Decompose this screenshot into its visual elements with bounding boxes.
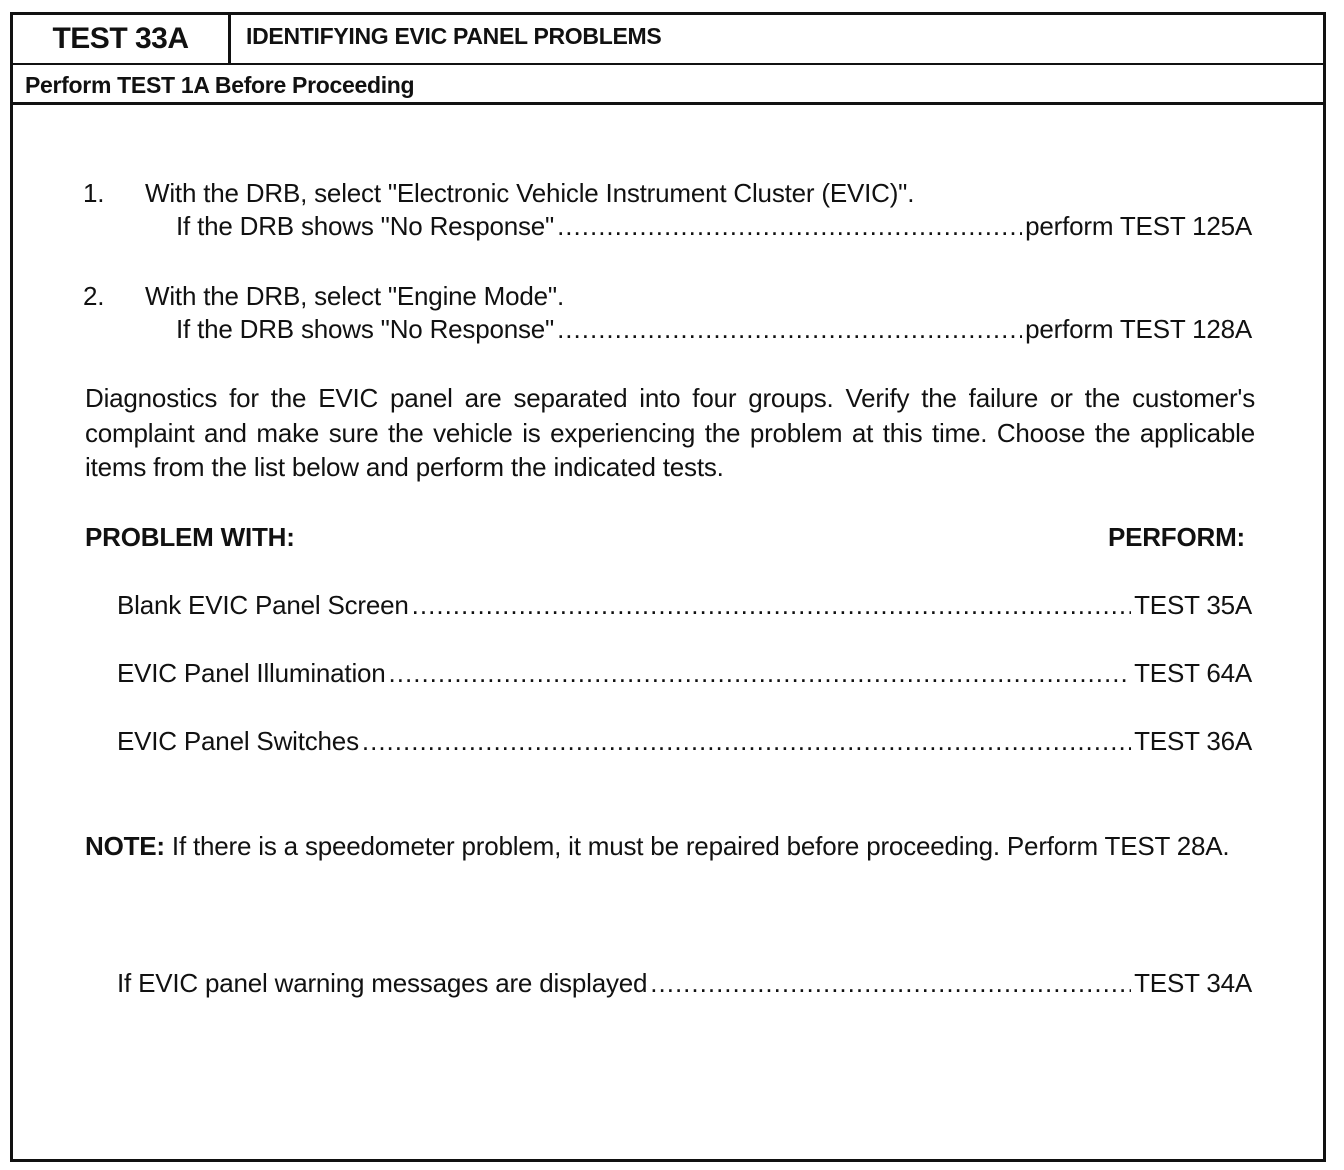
problem-label: EVIC Panel Switches [117, 726, 359, 756]
dot-leader [557, 314, 1022, 345]
dot-leader [557, 211, 1022, 242]
perform-column-header: PERFORM: [1107, 522, 1245, 552]
problem-column-header: PROBLEM WITH: [85, 522, 295, 552]
table-row [117, 658, 1252, 689]
step-action: perform TEST 128A [1025, 314, 1252, 344]
intro-paragraph: Diagnostics for the EVIC panel are separated into four groups. Verify the failure or the customer's complaint and make sure the vehicle is experiencing the problem at this time. Choose the applicable items from the list below and perform the indicated tests. [85, 383, 1255, 482]
step-number: 2. [83, 281, 105, 311]
test-procedure-card [10, 12, 1326, 1162]
procedure-body [13, 15, 1323, 1159]
perform-test: TEST 35A [1134, 590, 1252, 620]
table-row [117, 590, 1252, 621]
step-condition-line [176, 314, 1252, 345]
dot-leader [650, 968, 1131, 999]
dot-leader [362, 726, 1131, 757]
test-title: IDENTIFYING EVIC PANEL PROBLEMS [246, 23, 662, 49]
note-paragraph [85, 829, 1255, 864]
step-condition: If the DRB shows "No Response" [176, 211, 555, 241]
step-condition: If the DRB shows "No Response" [176, 314, 555, 344]
step-action: perform TEST 125A [1025, 211, 1252, 241]
problem-label: Blank EVIC Panel Screen [117, 590, 409, 620]
table-row [117, 726, 1252, 757]
note-label: NOTE: [85, 831, 165, 861]
dot-leader [412, 590, 1131, 621]
note-text: If there is a speedometer problem, it must be repaired before proceeding. Perform TEST 28A. [164, 831, 1230, 861]
warning-row [117, 968, 1252, 999]
warning-test: TEST 34A [1134, 968, 1252, 998]
perform-test: TEST 64A [1134, 658, 1252, 688]
prerequisite-text: Perform TEST 1A Before Proceeding [25, 72, 415, 98]
test-id: TEST 33A [13, 15, 231, 63]
step-instruction: With the DRB, select "Electronic Vehicle Instrument Cluster (EVIC)". [145, 178, 915, 208]
dot-leader [389, 658, 1132, 689]
problem-label: EVIC Panel Illumination [117, 658, 386, 688]
step-instruction: With the DRB, select "Engine Mode". [145, 281, 564, 311]
step-condition-line [176, 211, 1252, 242]
perform-test: TEST 36A [1134, 726, 1252, 756]
warning-condition: If EVIC panel warning messages are displayed [117, 968, 648, 998]
step-number: 1. [83, 178, 105, 208]
